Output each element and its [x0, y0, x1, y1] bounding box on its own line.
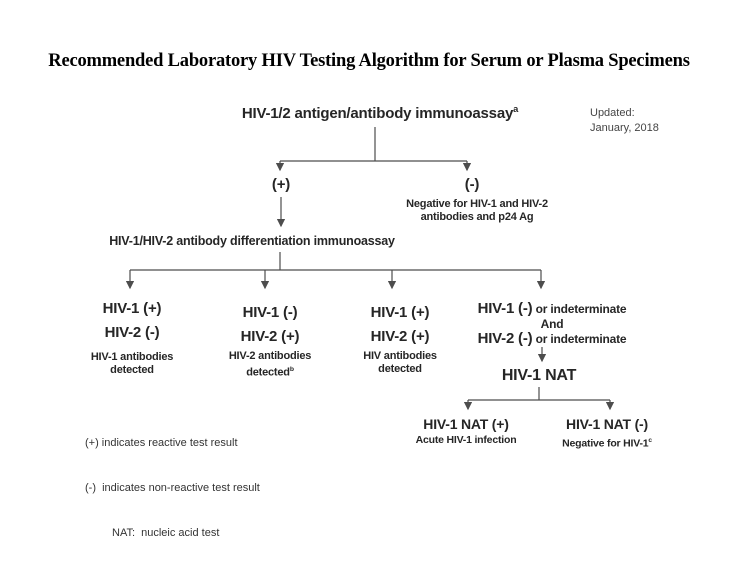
- outcome3-line1: HIV-1 (+): [370, 304, 430, 321]
- updated-date: [590, 106, 659, 135]
- outcome2-result-line2-text: detected: [246, 366, 290, 379]
- nat-negative-label: HIV-1 NAT (-): [566, 416, 648, 432]
- outcome4-line1: [478, 300, 627, 317]
- outcome1-result-line1: HIV-1 antibodies: [90, 351, 174, 363]
- outcome1-line1: HIV-1 (+): [102, 300, 162, 317]
- outcome1-result: [91, 351, 173, 377]
- outcome2-result-line2: [229, 363, 311, 380]
- page-title: Recommended Laboratory HIV Testing Algorithm for Serum or Plasma Specimens: [48, 51, 690, 71]
- outcome1-line2: HIV-2 (-): [104, 324, 160, 341]
- result-initial-negative-line1: Negative for HIV-1 and HIV-2: [406, 198, 548, 210]
- outcome4-line1-main: HIV-1 (-): [477, 300, 533, 317]
- outcome4-line2-main: HIV-2 (-): [477, 330, 533, 347]
- nat-positive-result: Acute HIV-1 infection: [415, 434, 517, 446]
- nat-negative-result: [562, 434, 652, 451]
- footnote-nat: NAT: nucleic acid test: [112, 527, 220, 539]
- outcome2-line1: HIV-1 (-): [242, 304, 298, 321]
- result-initial-negative: [406, 198, 548, 224]
- footnote-nonreactive: (-) indicates non-reactive test result: [85, 482, 260, 494]
- outcome4-conjunction: And: [540, 317, 564, 331]
- outcome3-result: [363, 350, 437, 376]
- outcome2-line2: HIV-2 (+): [240, 328, 300, 345]
- branch-initial-positive-label: (+): [271, 176, 291, 193]
- outcome4-line1-suffix: or indeterminate: [532, 302, 627, 316]
- result-initial-negative-line2: antibodies and p24 Ag: [420, 211, 534, 223]
- nat-negative-result-text: Negative for HIV-1: [562, 437, 649, 450]
- updated-label: Updated:: [590, 107, 635, 119]
- branch-initial-negative-label: (-): [464, 176, 480, 193]
- node-initial-immunoassay: [242, 104, 518, 122]
- outcome2-result: [229, 350, 311, 380]
- footnote-marker-b: b: [289, 366, 294, 373]
- outcome2-result-line1: HIV-2 antibodies: [228, 350, 312, 362]
- outcome3-result-line2: detected: [378, 363, 422, 375]
- node-hiv1-nat: HIV-1 NAT: [501, 367, 577, 384]
- footnote-marker-c: c: [648, 437, 652, 444]
- outcome3-result-line1: HIV antibodies: [363, 350, 437, 362]
- outcome4-line2: [478, 330, 627, 347]
- footnote-marker-a: a: [513, 104, 519, 114]
- footnotes: [85, 406, 260, 571]
- outcome4-line2-suffix: or indeterminate: [532, 332, 627, 346]
- node-initial-immunoassay-label: HIV-1/2 antigen/antibody immunoassay: [241, 105, 514, 122]
- footnote-reactive: (+) indicates reactive test result: [85, 437, 238, 449]
- outcome1-result-line2: detected: [110, 364, 154, 376]
- nat-positive-label: HIV-1 NAT (+): [423, 416, 509, 432]
- outcome3-line2: HIV-2 (+): [370, 328, 430, 345]
- node-differentiation-immunoassay: HIV-1/HIV-2 antibody differentiation immunoassay: [109, 234, 395, 248]
- updated-value: January, 2018: [590, 121, 659, 134]
